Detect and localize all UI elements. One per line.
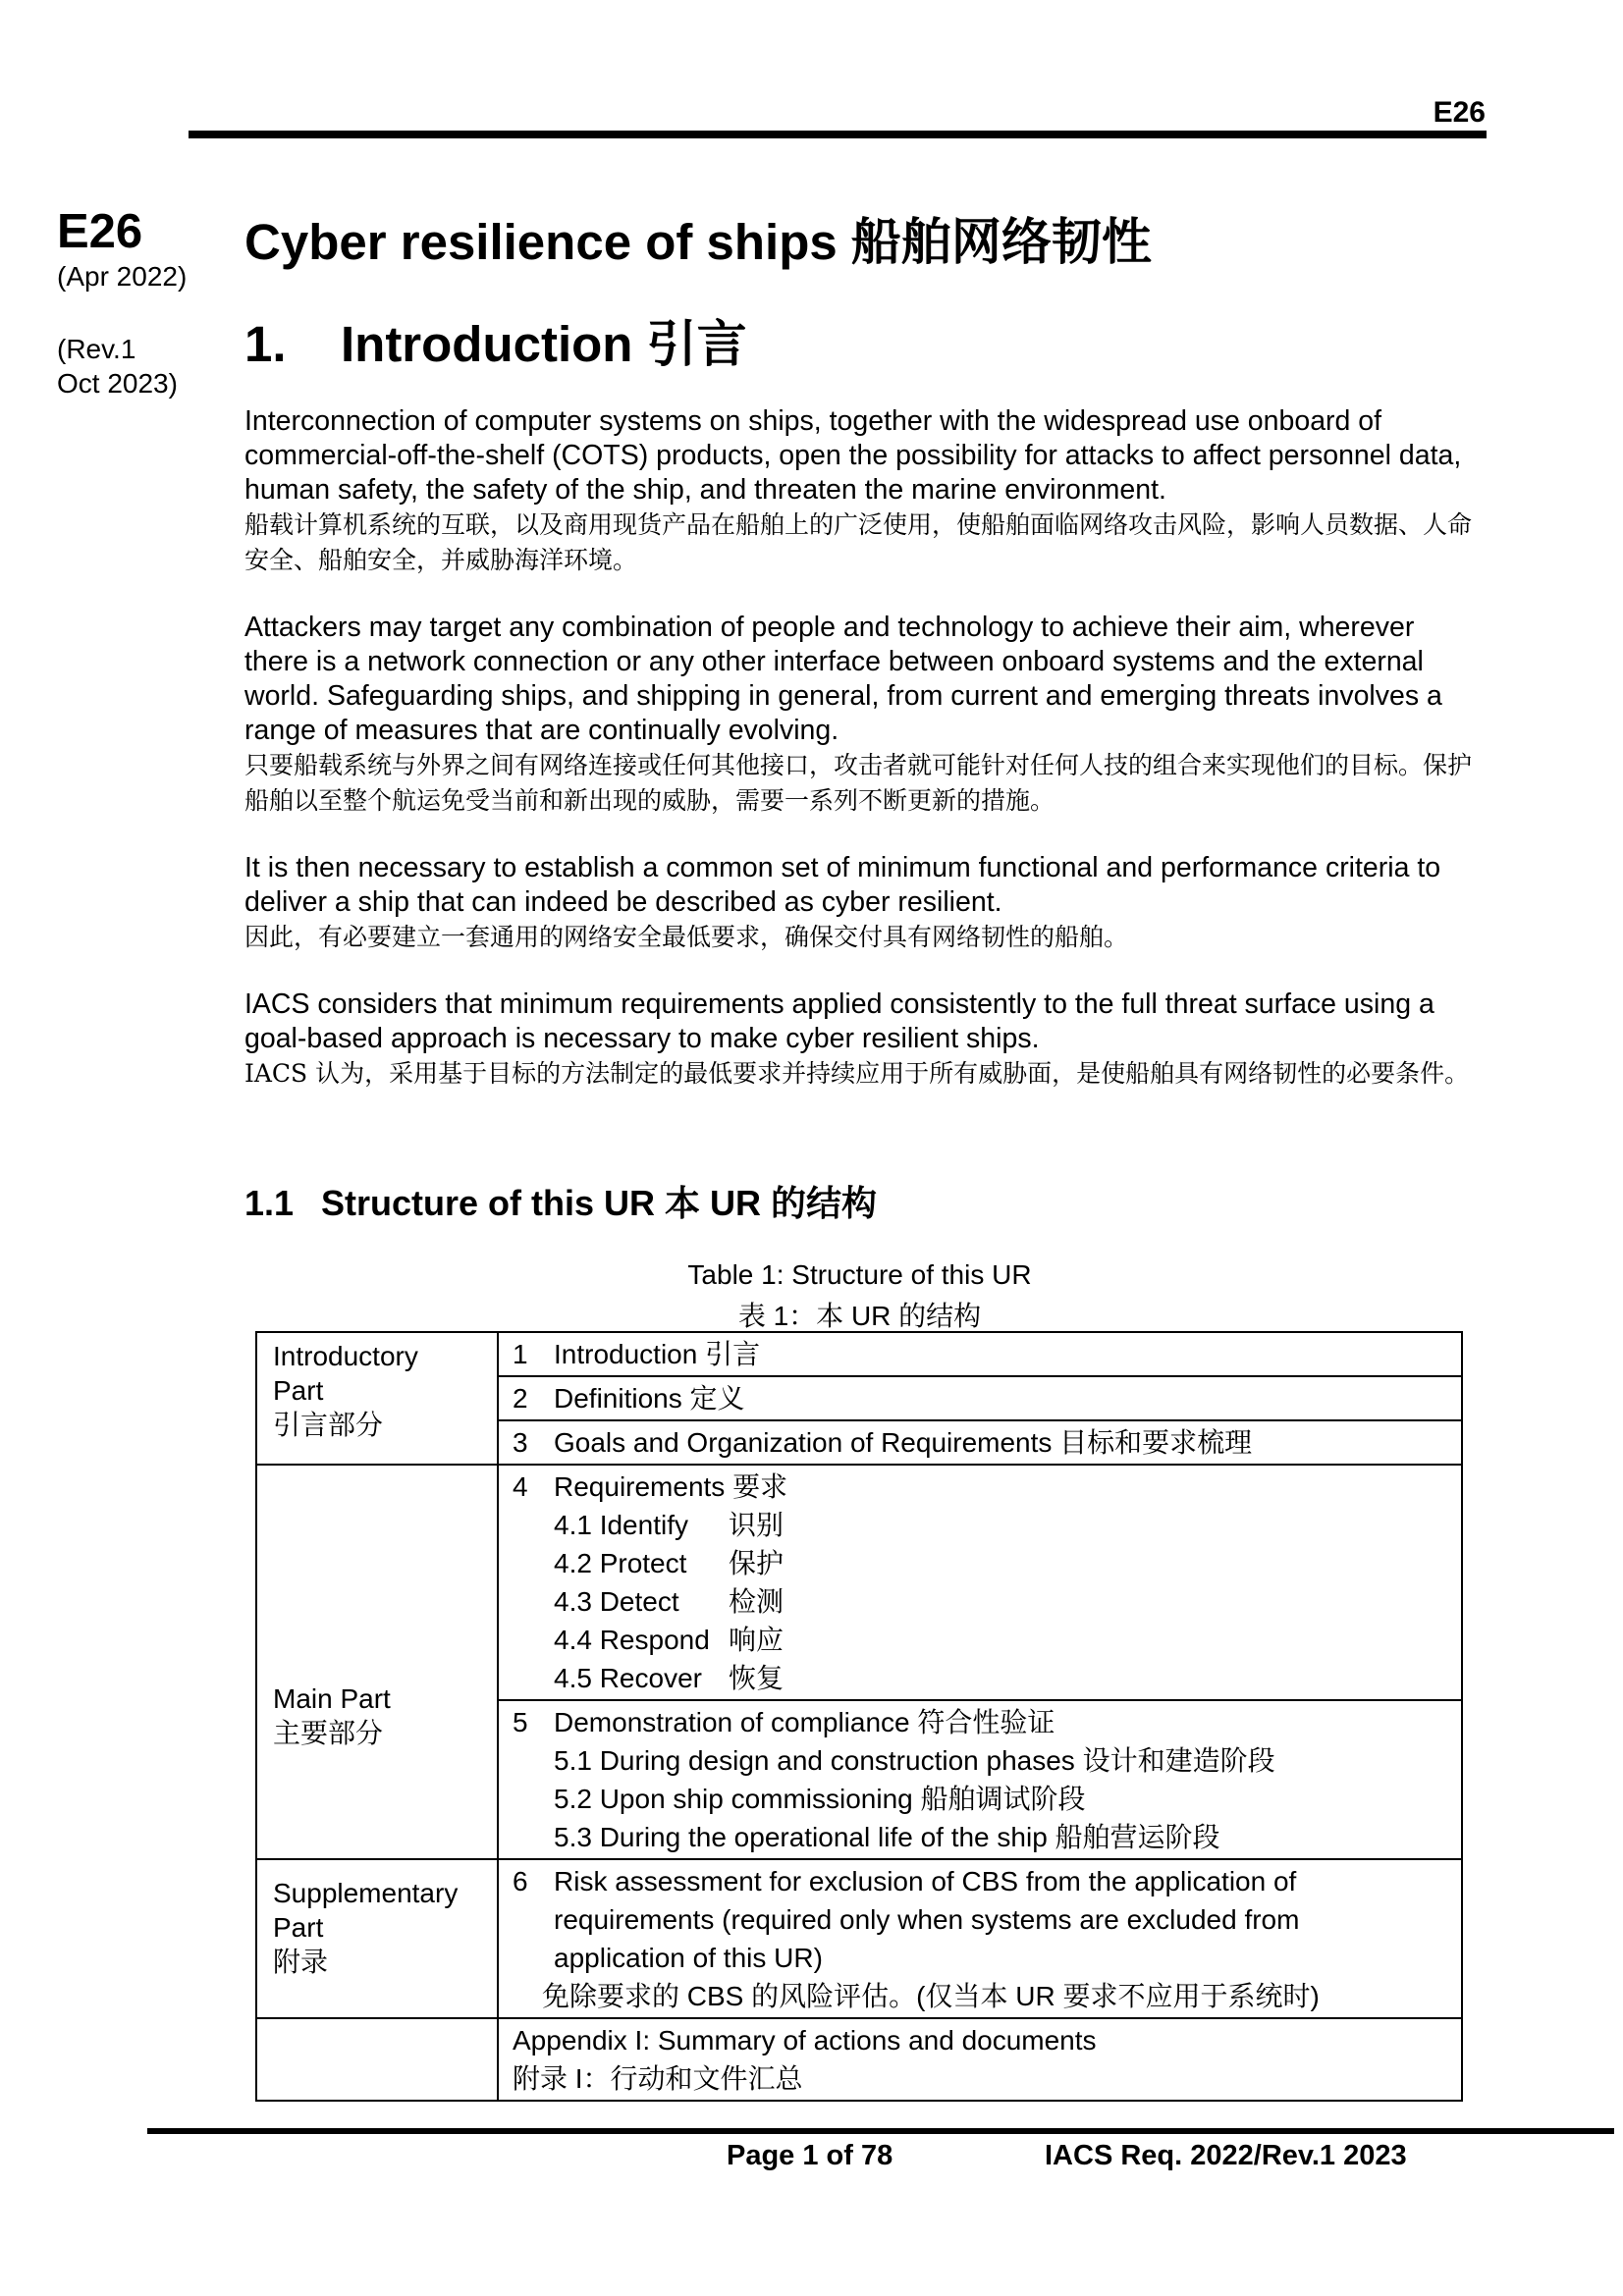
header-document-code: E26 — [1433, 96, 1486, 129]
section-label: Introduction 引言 — [554, 1339, 761, 1369]
section-number: 1. — [244, 316, 287, 372]
subsection-item — [513, 1621, 1447, 1659]
supplementary-part-cell — [256, 1859, 498, 2018]
section-number: 1 — [513, 1339, 528, 1369]
paragraph — [244, 851, 1482, 955]
section-cell — [498, 1465, 1462, 1700]
header-rule — [189, 131, 1487, 138]
table-row — [256, 1465, 1462, 1700]
section-heading — [244, 303, 747, 376]
section-number: 4 — [513, 1471, 528, 1502]
subsection-label: 4.3 Detect — [554, 1586, 679, 1617]
subsection-label-chinese: 检测 — [729, 1586, 784, 1617]
section-label: Goals and Organization of Requirements 目标和要求梳理 — [554, 1427, 1253, 1458]
risk-chinese: 免除要求的 CBS 的风险评估。(仅当本 UR 要求不应用于系统时) — [542, 1981, 1320, 2011]
introduction-body — [244, 404, 1482, 1124]
paragraph-english: Attackers may target any combination of people and technology to achieve their aim, wherever there is a network connection or any other interface between onboard systems and the external world. Safeguarding ships, and shipping in general, from current and emerging threats involves a range of measures that are continually evolving. — [244, 612, 1442, 746]
section-cell — [498, 1700, 1462, 1859]
section-cell — [498, 1376, 1462, 1420]
part-label: Supplementary — [273, 1878, 459, 1908]
section-title: Introduction 引言 — [341, 316, 747, 372]
table-row — [256, 2018, 1462, 2101]
paragraph-chinese: IACS 认为，采用基于目标的方法制定的最低要求并持续应用于所有威胁面，是使船舶具有网络韧性的必要条件。 — [244, 1059, 1470, 1088]
part-label: Main Part — [273, 1683, 391, 1714]
document-reference: IACS Req. 2022/Rev.1 2023 — [1045, 2140, 1407, 2171]
section-cell — [498, 1332, 1462, 1376]
part-label: Part — [273, 1912, 324, 1943]
subsection-item — [513, 1659, 1447, 1697]
footer-rule — [147, 2128, 1614, 2134]
section-number: 2 — [513, 1383, 528, 1414]
part-label: Introductory — [273, 1341, 418, 1371]
table-caption-english: Table 1: Structure of this UR — [687, 1259, 1032, 1290]
paragraph — [244, 611, 1482, 819]
section-label: Demonstration of compliance 符合性验证 — [554, 1707, 1055, 1737]
part-label: Part — [273, 1375, 324, 1406]
subsection-item: 5.1 During design and construction phases 设计和建造阶段 — [554, 1745, 1275, 1776]
subsection-number: 1.1 — [244, 1183, 295, 1223]
document-title: Cyber resilience of ships 船舶网络韧性 — [244, 214, 1152, 270]
risk-line: application of this UR) — [554, 1943, 823, 1973]
subsection-item: 5.3 During the operational life of the ship 船舶营运阶段 — [554, 1822, 1220, 1852]
page-number: Page 1 of 78 — [727, 2140, 893, 2171]
section-cell — [498, 1420, 1462, 1465]
section-number: 3 — [513, 1427, 528, 1458]
appendix-label: Appendix I: Summary of actions and documents — [513, 2025, 1097, 2056]
section-cell — [498, 1859, 1462, 2018]
part-label: 附录 — [273, 1947, 329, 1977]
subsection-heading — [244, 1176, 877, 1226]
paragraph — [244, 988, 1482, 1092]
section-number: 5 — [513, 1707, 528, 1737]
subsection-label-chinese: 恢复 — [729, 1663, 784, 1693]
paragraph-english: IACS considers that minimum requirements applied consistently to the full threat surface using a goal-based approach is necessary to make cyber resilient ships. — [244, 988, 1434, 1054]
paragraph-chinese: 因此，有必要建立一套通用的网络安全最低要求，确保交付具有网络韧性的船舶。 — [244, 923, 1129, 951]
section-number: 6 — [513, 1866, 528, 1896]
side-document-code: E26 — [57, 205, 143, 258]
revision-line-1: (Rev.1 — [57, 334, 136, 364]
subsection-label: 4.1 Identify — [554, 1510, 688, 1540]
subsection-label: 4.4 Respond — [554, 1625, 710, 1655]
paragraph-english: Interconnection of computer systems on ships, together with the widespread use onboard of commercial-off-the-shelf (COTS) products, open the possibility for attacks to affect personnel data, human safety, the safety of the ship, and threaten the marine environment. — [244, 405, 1462, 506]
paragraph-chinese: 只要船载系统与外界之间有网络连接或任何其他接口，攻击者就可能针对任何人技的组合来实现他们的目标。保护船舶以至整个航运免受当前和新出现的威胁，需要一系列不断更新的措施。 — [244, 751, 1473, 815]
main-part-cell — [256, 1465, 498, 1859]
appendix-cell — [498, 2018, 1462, 2101]
section-label: Requirements 要求 — [554, 1471, 788, 1502]
subsection-label: 4.2 Protect — [554, 1548, 687, 1578]
paragraph-english: It is then necessary to establish a common set of minimum functional and performance criteria to deliver a ship that can indeed be described as cyber resilient. — [244, 852, 1441, 918]
structure-table — [255, 1331, 1463, 2102]
section-label — [554, 1862, 1299, 1977]
table-row — [256, 1859, 1462, 2018]
side-issue-date: (Apr 2022) — [57, 261, 188, 292]
paragraph-chinese: 船载计算机系统的互联，以及商用现货产品在船舶上的广泛使用，使船舶面临网络攻击风险，影响人员数据、人命安全、船舶安全，并威胁海洋环境。 — [244, 510, 1473, 574]
table-row — [256, 1332, 1462, 1376]
empty-part-cell — [256, 2018, 498, 2101]
subsection-label-chinese: 保护 — [729, 1548, 784, 1578]
subsection-label-chinese: 响应 — [729, 1625, 784, 1655]
subsection-label: 4.5 Recover — [554, 1663, 702, 1693]
subsection-title: Structure of this UR 本 UR 的结构 — [321, 1183, 878, 1223]
part-label: 引言部分 — [273, 1410, 384, 1440]
risk-line: Risk assessment for exclusion of CBS from the application of — [554, 1866, 1297, 1896]
table-caption-chinese: 表 1：本 UR 的结构 — [737, 1301, 982, 1331]
paragraph — [244, 404, 1482, 578]
side-revision — [57, 332, 178, 400]
intro-part-cell — [256, 1332, 498, 1465]
revision-line-2: Oct 2023) — [57, 368, 178, 399]
appendix-label-chinese: 附录 I：行动和文件汇总 — [513, 2063, 803, 2094]
risk-line: requirements (required only when systems are excluded from — [554, 1904, 1300, 1935]
subsection-item — [513, 1544, 1447, 1582]
part-label: 主要部分 — [273, 1718, 384, 1748]
subsection-item — [513, 1582, 1447, 1621]
subsection-item: 5.2 Upon ship commissioning 船舶调试阶段 — [554, 1784, 1086, 1814]
subsection-item — [513, 1506, 1447, 1544]
section-label: Definitions 定义 — [554, 1383, 745, 1414]
subsection-label-chinese: 识别 — [729, 1510, 784, 1540]
